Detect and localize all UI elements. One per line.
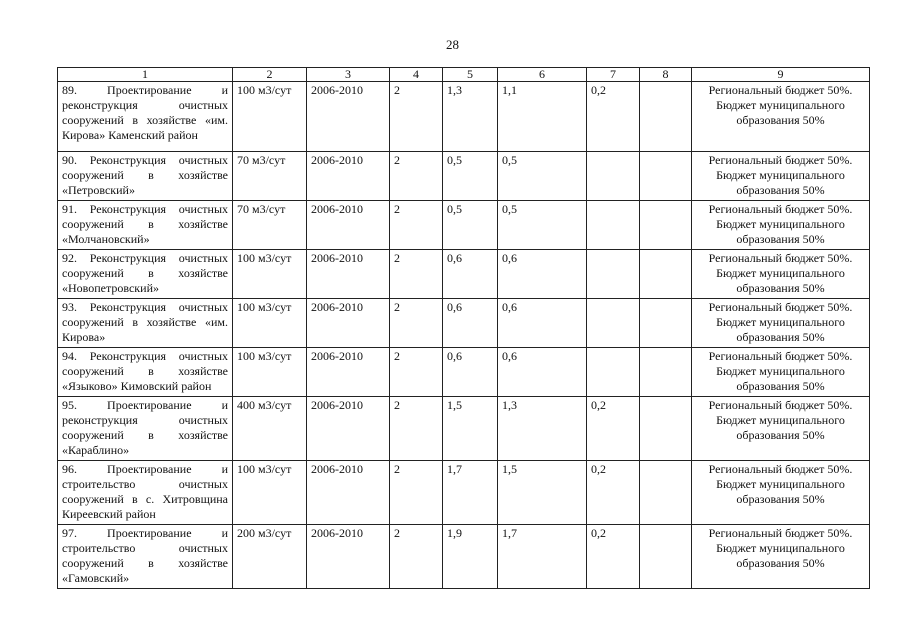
col8-cell [640, 397, 692, 461]
capacity-cell: 200 м3/сут [233, 525, 307, 589]
capacity-cell: 100 м3/сут [233, 461, 307, 525]
investment-table [57, 67, 870, 589]
capacity-cell: 400 м3/сут [233, 397, 307, 461]
col8-cell [640, 525, 692, 589]
table-row [58, 525, 870, 589]
col5-cell: 1,7 [443, 461, 498, 525]
capacity-cell: 100 м3/сут [233, 348, 307, 397]
funding-source-cell: Региональный бюджет 50%. Бюджет муниципального образования 50% [692, 348, 870, 397]
col8-cell [640, 152, 692, 201]
period-cell: 2006-2010 [307, 397, 390, 461]
col5-cell: 0,6 [443, 250, 498, 299]
column-number-row [58, 68, 870, 82]
funding-source-cell: Региональный бюджет 50%. Бюджет муниципального образования 50% [692, 250, 870, 299]
col7-cell [587, 201, 640, 250]
funding-source-cell: Региональный бюджет 50%. Бюджет муниципального образования 50% [692, 82, 870, 152]
table-row [58, 299, 870, 348]
column-number-4: 4 [390, 68, 443, 82]
col8-cell [640, 82, 692, 152]
capacity-cell: 100 м3/сут [233, 250, 307, 299]
table-row [58, 397, 870, 461]
funding-source-cell: Региональный бюджет 50%. Бюджет муниципального образования 50% [692, 299, 870, 348]
column-number-1: 1 [58, 68, 233, 82]
col4-cell: 2 [390, 82, 443, 152]
column-number-3: 3 [307, 68, 390, 82]
col6-cell: 0,5 [498, 201, 587, 250]
capacity-cell: 100 м3/сут [233, 299, 307, 348]
col6-cell: 0,6 [498, 250, 587, 299]
col5-cell: 0,5 [443, 152, 498, 201]
col7-cell: 0,2 [587, 82, 640, 152]
funding-source-cell: Региональный бюджет 50%. Бюджет муниципального образования 50% [692, 525, 870, 589]
col5-cell: 1,5 [443, 397, 498, 461]
period-cell: 2006-2010 [307, 461, 390, 525]
col7-cell: 0,2 [587, 397, 640, 461]
project-name-cell: 90. Реконструкция очистных сооружений в хозяйстве «Петровский» [58, 152, 233, 201]
capacity-cell: 100 м3/сут [233, 82, 307, 152]
project-name-cell: 95. Проектирование и реконструкция очистных сооружений в хозяйстве «Караблино» [58, 397, 233, 461]
table-row [58, 201, 870, 250]
funding-source-cell: Региональный бюджет 50%. Бюджет муниципального образования 50% [692, 461, 870, 525]
project-name-cell: 89. Проектирование и реконструкция очистных сооружений в хозяйстве «им. Кирова» Каменский район [58, 82, 233, 152]
table-row [58, 82, 870, 152]
col5-cell: 0,6 [443, 348, 498, 397]
col6-cell: 1,1 [498, 82, 587, 152]
col4-cell: 2 [390, 250, 443, 299]
funding-source-cell: Региональный бюджет 50%. Бюджет муниципального образования 50% [692, 397, 870, 461]
period-cell: 2006-2010 [307, 299, 390, 348]
col6-cell: 1,7 [498, 525, 587, 589]
period-cell: 2006-2010 [307, 201, 390, 250]
column-number-2: 2 [233, 68, 307, 82]
funding-source-cell: Региональный бюджет 50%. Бюджет муниципального образования 50% [692, 201, 870, 250]
period-cell: 2006-2010 [307, 82, 390, 152]
column-number-5: 5 [443, 68, 498, 82]
col7-cell: 0,2 [587, 461, 640, 525]
col4-cell: 2 [390, 201, 443, 250]
project-name-cell: 91. Реконструкция очистных сооружений в хозяйстве «Молчановский» [58, 201, 233, 250]
col8-cell [640, 250, 692, 299]
col4-cell: 2 [390, 152, 443, 201]
col5-cell: 1,9 [443, 525, 498, 589]
col5-cell: 1,3 [443, 82, 498, 152]
capacity-cell: 70 м3/сут [233, 201, 307, 250]
col5-cell: 0,5 [443, 201, 498, 250]
table-row [58, 348, 870, 397]
col8-cell [640, 348, 692, 397]
project-name-cell: 94. Реконструкция очистных сооружений в хозяйстве «Языково» Кимовский район [58, 348, 233, 397]
col4-cell: 2 [390, 397, 443, 461]
funding-source-cell: Региональный бюджет 50%. Бюджет муниципального образования 50% [692, 152, 870, 201]
col4-cell: 2 [390, 348, 443, 397]
project-name-cell: 93. Реконструкция очистных сооружений в хозяйстве «им. Кирова» [58, 299, 233, 348]
period-cell: 2006-2010 [307, 348, 390, 397]
project-name-cell: 92. Реконструкция очистных сооружений в хозяйстве «Новопетровский» [58, 250, 233, 299]
column-number-6: 6 [498, 68, 587, 82]
table-row [58, 461, 870, 525]
col4-cell: 2 [390, 525, 443, 589]
period-cell: 2006-2010 [307, 250, 390, 299]
col7-cell [587, 250, 640, 299]
period-cell: 2006-2010 [307, 525, 390, 589]
col6-cell: 0,5 [498, 152, 587, 201]
period-cell: 2006-2010 [307, 152, 390, 201]
col5-cell: 0,6 [443, 299, 498, 348]
col7-cell: 0,2 [587, 525, 640, 589]
page-number: 28 [446, 37, 459, 52]
col8-cell [640, 461, 692, 525]
col7-cell [587, 299, 640, 348]
col4-cell: 2 [390, 299, 443, 348]
col8-cell [640, 299, 692, 348]
col7-cell [587, 348, 640, 397]
column-number-8: 8 [640, 68, 692, 82]
project-name-cell: 96. Проектирование и строительство очистных сооружений в с. Хитровщина Киреевский район [58, 461, 233, 525]
col4-cell: 2 [390, 461, 443, 525]
col6-cell: 1,5 [498, 461, 587, 525]
project-name-cell: 97. Проектирование и строительство очистных сооружений в хозяйстве «Гамовский» [58, 525, 233, 589]
table-row [58, 250, 870, 299]
col6-cell: 0,6 [498, 299, 587, 348]
col8-cell [640, 201, 692, 250]
col6-cell: 1,3 [498, 397, 587, 461]
capacity-cell: 70 м3/сут [233, 152, 307, 201]
col6-cell: 0,6 [498, 348, 587, 397]
column-number-9: 9 [692, 68, 870, 82]
column-number-7: 7 [587, 68, 640, 82]
table-row [58, 152, 870, 201]
col7-cell [587, 152, 640, 201]
